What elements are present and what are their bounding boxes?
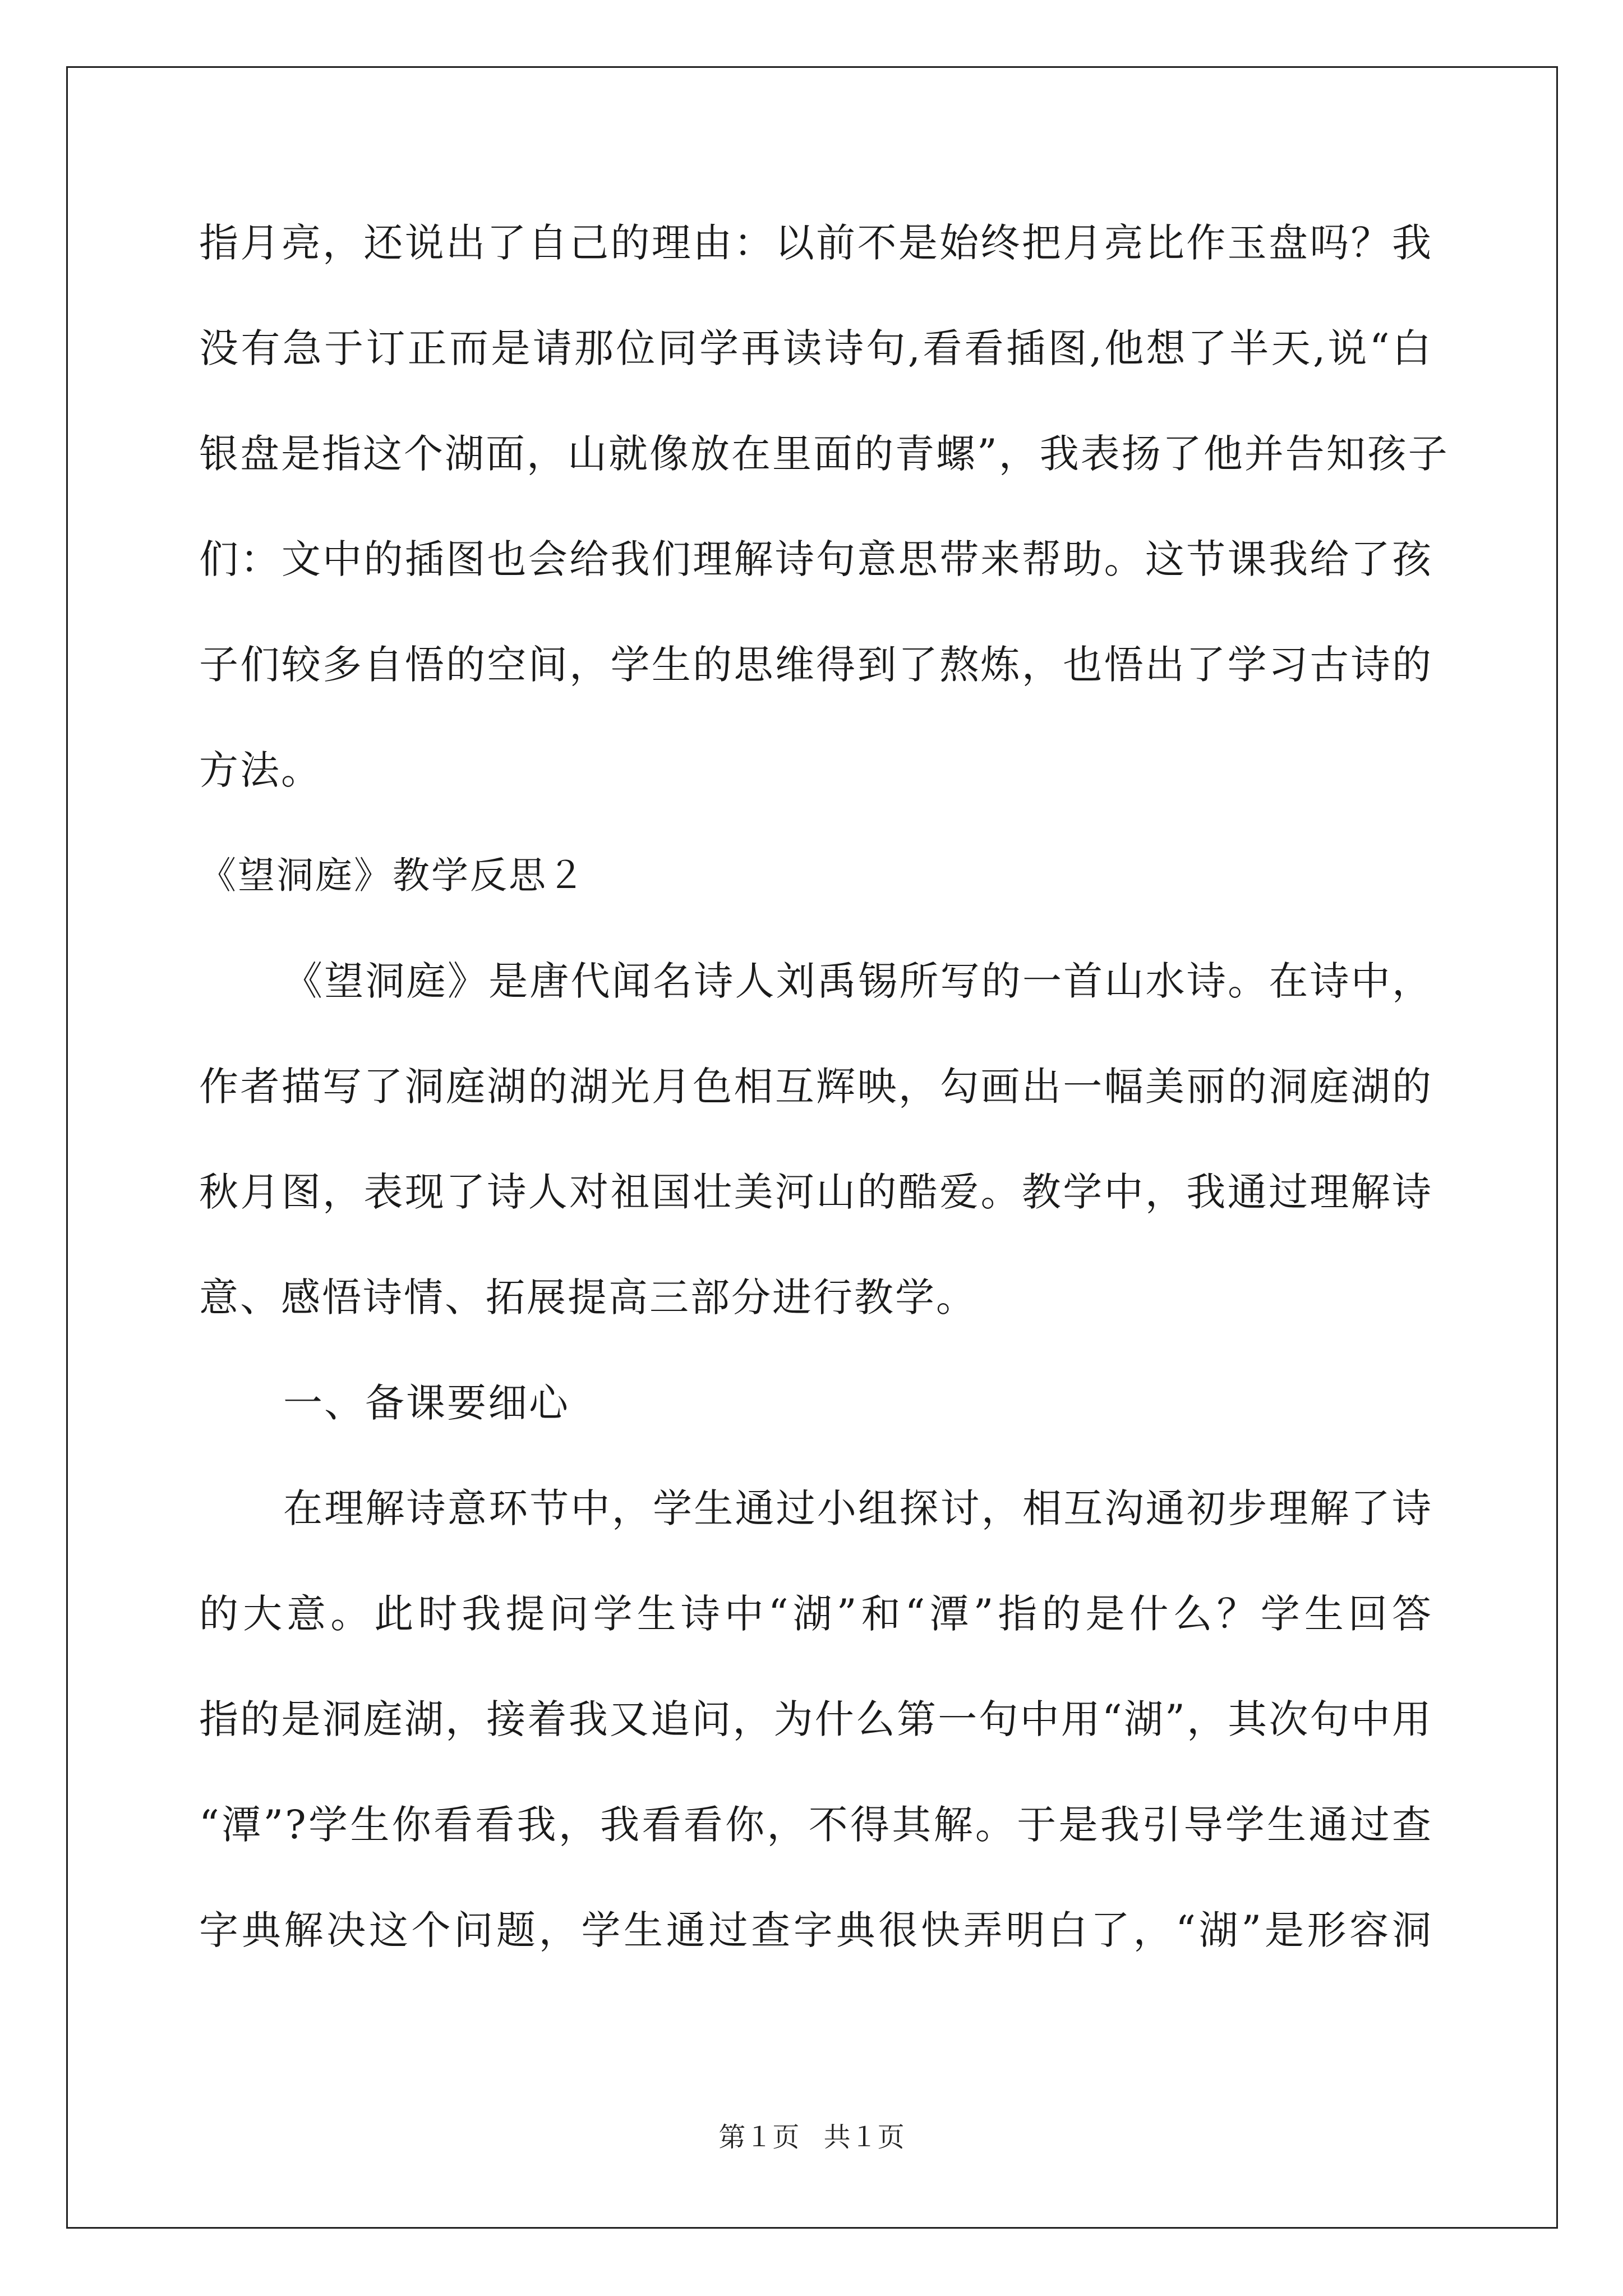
text-line: 们：文中的插图也会给我们理解诗句意思带来帮助。这节课我给了孩 (199, 536, 1433, 582)
text-line: 《望洞庭》是唐代闻名诗人刘禹锡所写的一首山水诗。在诗中， (283, 958, 1433, 1004)
text-line: 字典解决这个问题，学生通过查字典很快弄明白了，“湖”是形容洞 (199, 1907, 1433, 1953)
text-line: 方法。 (199, 747, 322, 793)
text-line: 的大意。此时我提问学生诗中“湖”和“潭”指的是什么？学生回答 (199, 1591, 1433, 1637)
page-total: 共１页 (823, 2122, 905, 2153)
text-line: 意、感悟诗情、拓展提高三部分进行教学。 (199, 1274, 977, 1320)
subheading: 一、备课要细心 (283, 1380, 570, 1426)
page-footer (0, 2120, 1623, 2154)
text-line: 作者描写了洞庭湖的湖光月色相互辉映，勾画出一幅美丽的洞庭湖的 (199, 1064, 1433, 1110)
text-line: 银盘是指这个湖面，山就像放在里面的青螺”，我表扬了他并告知孩子 (199, 431, 1449, 477)
document-body (199, 216, 1449, 2009)
text-line: “潭”?学生你看看我，我看看你，不得其解。于是我引导学生通过查 (199, 1802, 1433, 1848)
text-line: 子们较多自悟的空间，学生的思维得到了熬炼，也悟出了学习古诗的 (199, 642, 1433, 688)
page-number: 第１页 (718, 2122, 800, 2153)
text-line: 没有急于订正而是请那位同学再读诗句,看看插图,他想了半天,说“白 (199, 325, 1433, 371)
text-line: 指月亮，还说出了自己的理由：以前不是始终把月亮比作玉盘吗？我 (199, 220, 1433, 266)
text-line: 指的是洞庭湖，接着我又追问，为什么第一句中用“湖”，其次句中用 (199, 1696, 1433, 1742)
section-heading: 《望洞庭》教学反思２ (199, 854, 586, 897)
text-line: 秋月图，表现了诗人对祖国壮美河山的酷爱。教学中，我通过理解诗 (199, 1169, 1433, 1215)
text-line: 在理解诗意环节中，学生通过小组探讨，相互沟通初步理解了诗 (283, 1485, 1433, 1531)
